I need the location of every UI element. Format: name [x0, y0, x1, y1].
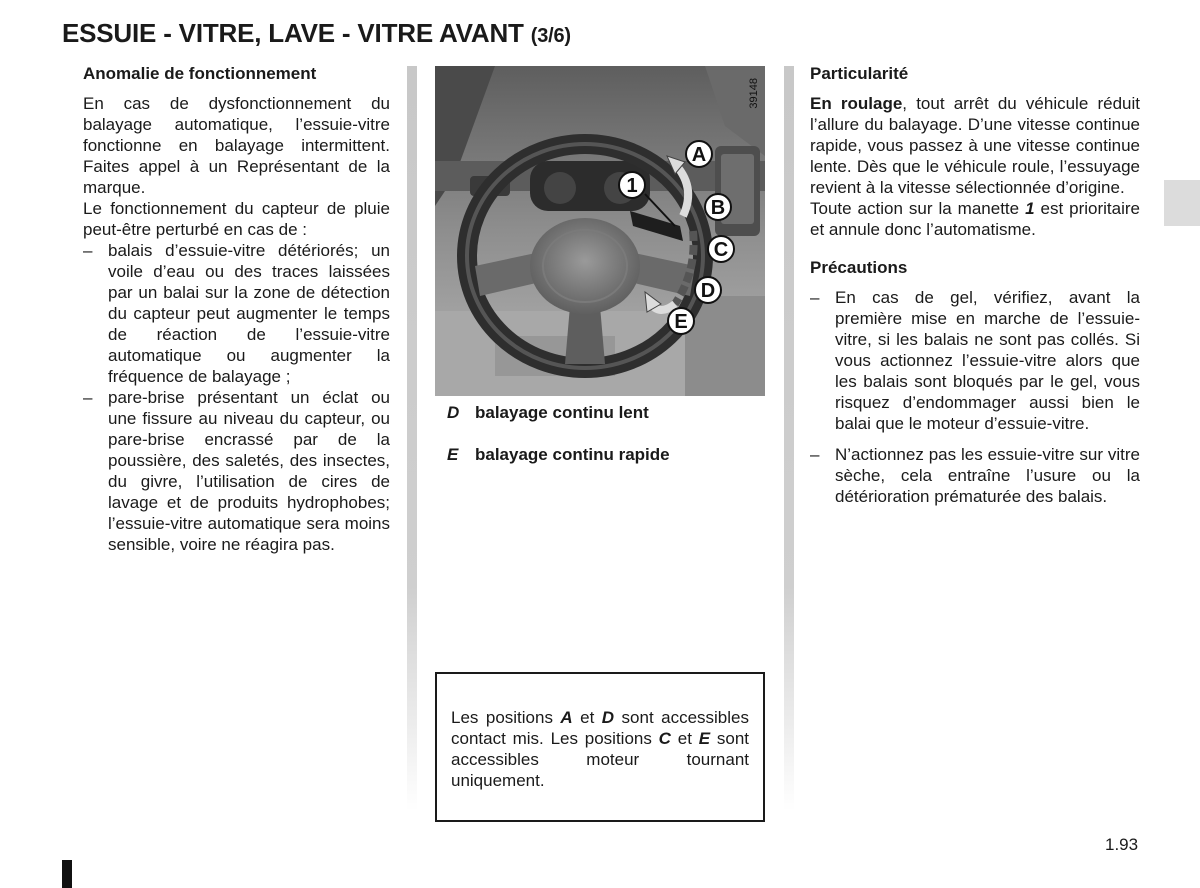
- list-item: – balais d’essuie-vitre détériorés; un voile d’eau ou des traces laissées par un balai sur la zone de détection du capteur peut augmenter le temps de réaction de l’essuie-vitre automatique ou augmenter la fréquence de balayage ;: [83, 240, 390, 387]
- callout-1: 1: [626, 175, 638, 197]
- note-text: sont accessibles contact mis. Les positions: [451, 708, 749, 748]
- positions-note: [451, 707, 749, 791]
- disturbance-list: [83, 240, 390, 555]
- list-item: – En cas de gel, vérifiez, avant la première mise en marche de l’essuie-vitre, si les balais ne sont pas collés. Si vous actionnez l’essuie-vitre alors que les balais sont bloqués par le gel, vous risquez d’endommager aussi bien le balai que le moteur d’essuie-vitre.: [810, 287, 1140, 434]
- rain-sensor-paragraph: Le fonctionnement du capteur de pluie peut-être perturbé en cas de :: [83, 199, 390, 239]
- right-column: [810, 63, 1140, 517]
- legend-text-e: balayage continu rapide: [475, 445, 670, 464]
- stalk-text: Toute action sur la manette: [810, 199, 1026, 218]
- list-item: – pare-brise présentant un éclat ou une fissure au niveau du capteur, ou pare-brise encrassé par de la poussière, des saletés, des insectes, du givre, l’utilisation de cires de lavage et de produits hydrophobes; l’essuie-vitre automatique sera moins sensible, voire ne réagira pas.: [83, 387, 390, 555]
- page-title: [62, 18, 571, 49]
- note-text: et: [572, 708, 602, 727]
- note-key-d: D: [601, 708, 615, 727]
- steering-wheel-photo: [435, 66, 765, 396]
- driving-text: , tout arrêt du véhicule réduit l’allure du balayage. D’une vitesse continue rapide, vous passez à une vitesse continue lente. Dès que le véhicule roule, l’essuyage revient à la vitesse sélectionnée d’origine.: [810, 94, 1140, 197]
- column-divider-right: [784, 66, 794, 811]
- title-text: ESSUIE - VITRE, LAVE - VITRE AVANT: [62, 18, 524, 48]
- list-item: – N’actionnez pas les essuie-vitre sur vitre sèche, cela entraîne l’usure ou la détérioration prématurée des balais.: [810, 444, 1140, 507]
- callout-e: E: [674, 311, 688, 333]
- bold-lead: En roulage: [810, 94, 903, 113]
- callout-a: A: [691, 144, 707, 166]
- callout-b: B: [710, 197, 726, 219]
- corner-mark: [62, 860, 72, 888]
- precautions-heading: Précautions: [810, 258, 908, 277]
- malfunction-paragraph: En cas de dysfonctionnement du balayage automatique, l’essuie-vitre fonctionne en balayage intermittent. Faites appel à un Représentant de la marque.: [83, 94, 390, 197]
- malfunction-heading: Anomalie de fonctionnement: [83, 64, 317, 83]
- note-text: Les positions: [451, 708, 561, 727]
- callout-d: D: [700, 280, 716, 302]
- stalk-paragraph: [810, 198, 1140, 240]
- precautions-list: [810, 287, 1140, 507]
- legend-key-e: E: [447, 445, 459, 464]
- note-text: sont accessibles moteur tournant uniquement.: [451, 729, 750, 790]
- driving-paragraph: [810, 93, 1140, 198]
- legend-d: [447, 403, 767, 423]
- note-text: et: [670, 729, 699, 748]
- stalk-number: 1: [1025, 199, 1035, 218]
- callout-c: C: [713, 239, 729, 261]
- steering-wheel-illustration: [435, 66, 765, 396]
- note-key-c: C: [658, 729, 671, 748]
- legend-text-d: balayage continu lent: [475, 403, 649, 422]
- positions-note-box: [435, 672, 765, 822]
- legend-e: [447, 445, 767, 465]
- column-divider-left: [407, 66, 417, 811]
- page-number: 1.93: [1105, 835, 1139, 854]
- note-key-e: E: [698, 729, 711, 748]
- left-column: [83, 63, 390, 555]
- stalk-text: est prioritaire et annule donc l’automatisme.: [810, 199, 1140, 239]
- legend-key-d: D: [447, 403, 460, 422]
- particularity-heading: Particularité: [810, 64, 909, 83]
- section-tab: [1164, 180, 1200, 226]
- title-part: (3/6): [530, 25, 571, 47]
- note-key-a: A: [560, 708, 573, 727]
- figure-reference: 39148: [748, 78, 760, 109]
